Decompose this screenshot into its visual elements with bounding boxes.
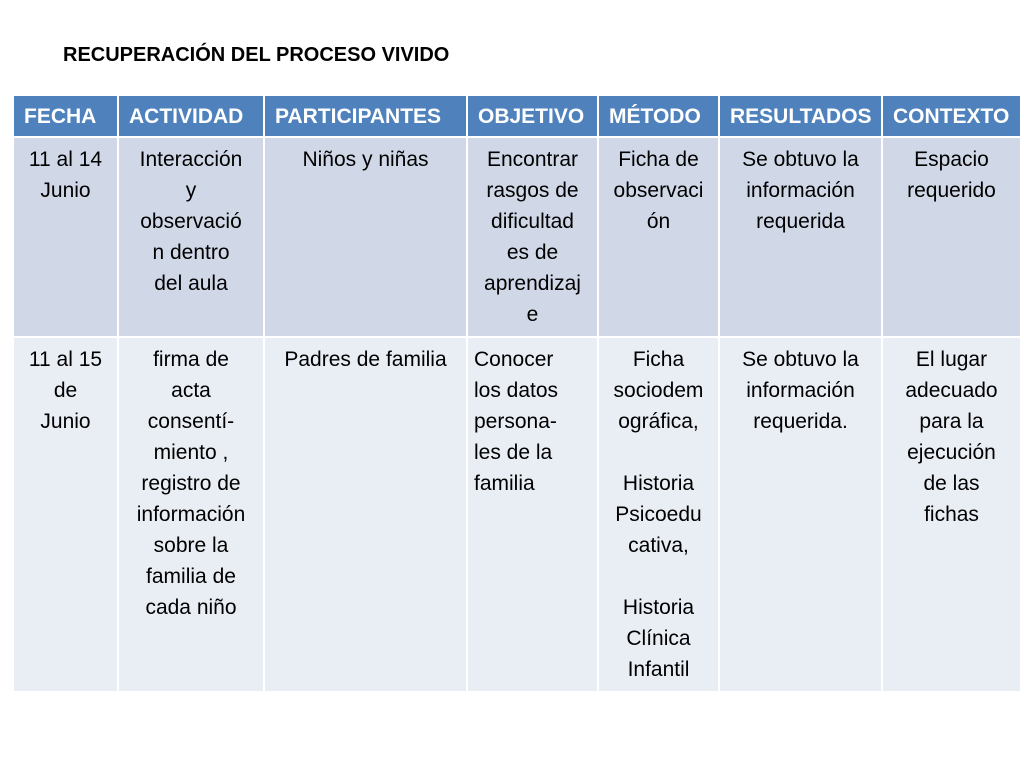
paragraph-gap bbox=[605, 437, 712, 468]
cell-line: Espacio bbox=[914, 148, 989, 171]
cell-actividad bbox=[118, 137, 264, 337]
cell-line: El lugar bbox=[915, 348, 988, 371]
cell-line: Psicoedu bbox=[615, 503, 702, 526]
cell-metodo bbox=[598, 337, 719, 692]
cell-contexto bbox=[882, 337, 1021, 692]
cell-actividad bbox=[118, 337, 264, 692]
cell-fecha bbox=[13, 137, 118, 337]
cell-metodo bbox=[598, 137, 719, 337]
cell-line: dificultad bbox=[491, 210, 574, 233]
cell-line: familia bbox=[474, 472, 535, 495]
cell-line: firma de bbox=[153, 348, 229, 371]
cell-line: Se obtuvo la bbox=[742, 148, 859, 171]
cell-line: Junio bbox=[40, 410, 91, 433]
cell-line: rasgos de bbox=[486, 179, 579, 202]
cell-line: de las bbox=[923, 472, 980, 495]
cell-line: acta bbox=[171, 379, 211, 402]
cell-line: Ficha de bbox=[618, 148, 699, 171]
cell-fecha bbox=[13, 337, 118, 692]
cell-line: Se obtuvo la bbox=[742, 348, 859, 371]
cell-line: miento , bbox=[153, 441, 229, 464]
paragraph-gap bbox=[605, 561, 712, 592]
cell-line: cativa, bbox=[628, 534, 689, 557]
header-participantes: PARTICIPANTES bbox=[264, 95, 467, 137]
cell-contexto bbox=[882, 137, 1021, 337]
cell-line: Infantil bbox=[627, 658, 690, 681]
cell-line: ón bbox=[646, 210, 671, 233]
cell-line: es de bbox=[506, 241, 559, 264]
cell-participantes bbox=[264, 337, 467, 692]
cell-objetivo bbox=[467, 337, 598, 692]
header-row bbox=[13, 95, 1021, 137]
header-resultados: RESULTADOS bbox=[719, 95, 882, 137]
cell-line: Niños y niñas bbox=[302, 148, 429, 171]
cell-line: sociodem bbox=[613, 379, 704, 402]
cell-line: cada niño bbox=[145, 596, 237, 619]
cell-line: ejecución bbox=[907, 441, 996, 464]
header-objetivo: OBJETIVO bbox=[467, 95, 598, 137]
cell-resultados bbox=[719, 137, 882, 337]
header-actividad: ACTIVIDAD bbox=[118, 95, 264, 137]
cell-line: les de la bbox=[474, 441, 553, 464]
cell-line: 11 al 14 bbox=[28, 148, 103, 171]
cell-line: registro de bbox=[141, 472, 241, 495]
cell-line: del aula bbox=[154, 272, 228, 295]
cell-line: Historia bbox=[622, 596, 695, 619]
cell-participantes bbox=[264, 137, 467, 337]
cell-line: requerido bbox=[907, 179, 996, 202]
cell-line: familia de bbox=[146, 565, 236, 588]
cell-line: Junio bbox=[40, 179, 91, 202]
cell-line: información bbox=[136, 503, 246, 526]
cell-line: 11 al 15 bbox=[28, 348, 103, 371]
cell-line: Encontrar bbox=[486, 148, 579, 171]
slide-title: RECUPERACIÓN DEL PROCESO VIVIDO bbox=[63, 44, 450, 66]
cell-line: ográfica, bbox=[618, 410, 699, 433]
cell-line: Interacción bbox=[139, 148, 243, 171]
process-table bbox=[12, 94, 1022, 693]
table-row bbox=[13, 337, 1021, 692]
cell-line: observació bbox=[140, 210, 242, 233]
cell-line: n dentro bbox=[152, 241, 230, 264]
cell-line: Padres de familia bbox=[284, 348, 447, 371]
cell-line: información bbox=[746, 179, 855, 202]
cell-line: los datos bbox=[474, 379, 559, 402]
cell-line: adecuado bbox=[905, 379, 998, 402]
cell-line: requerida bbox=[756, 210, 845, 233]
cell-line: aprendizaj bbox=[484, 272, 581, 295]
cell-line: Historia bbox=[622, 472, 695, 495]
cell-line: persona- bbox=[474, 410, 557, 433]
cell-line: consentí- bbox=[147, 410, 235, 433]
cell-line: Ficha bbox=[632, 348, 685, 371]
cell-objetivo bbox=[467, 137, 598, 337]
cell-line: Conocer bbox=[474, 348, 554, 371]
cell-line: para la bbox=[919, 410, 984, 433]
header-metodo: MÉTODO bbox=[598, 95, 719, 137]
cell-line: e bbox=[526, 303, 539, 326]
cell-line: y bbox=[185, 179, 197, 202]
cell-line: fichas bbox=[924, 503, 979, 526]
header-fecha: FECHA bbox=[13, 95, 118, 137]
cell-line: de bbox=[53, 379, 78, 402]
cell-line: Clínica bbox=[626, 627, 691, 650]
table-row bbox=[13, 137, 1021, 337]
cell-line: requerida. bbox=[753, 410, 848, 433]
cell-resultados bbox=[719, 337, 882, 692]
cell-line: sobre la bbox=[153, 534, 229, 557]
cell-line: observaci bbox=[613, 179, 704, 202]
cell-line: información bbox=[746, 379, 855, 402]
header-contexto: CONTEXTO bbox=[882, 95, 1021, 137]
